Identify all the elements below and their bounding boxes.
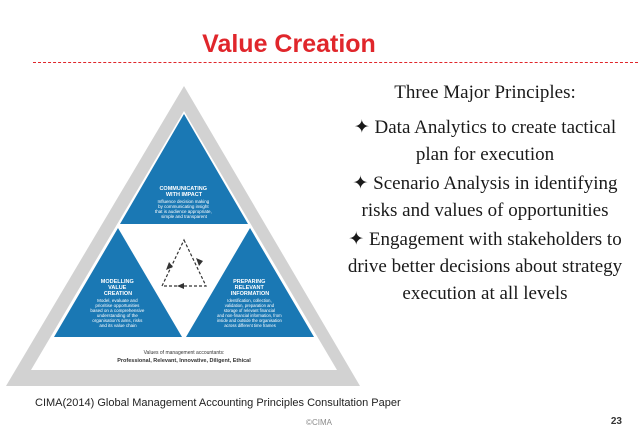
value-creation-diagram [0, 78, 370, 396]
left-segment-body: Model, evaluate and prioritise opportunities based on a comprehensive understanding of the organisation's aims, risks and its value chain [90, 298, 145, 328]
right-segment-title: PREPARING RELEVANT INFORMATION [230, 279, 270, 297]
right-segment-body: Identification, collection, validation, preparation and storage of relevant financial and non-financial information, from inside and outside the organisation across different time frames [217, 298, 282, 328]
principle-text: Engagement with stakeholders to drive better decisions about strategy execution at all levels [347, 229, 623, 304]
principle-item [340, 226, 630, 307]
star-bullet-icon: ✦ [353, 117, 370, 138]
copyright-footer: ©CIMA [306, 418, 332, 427]
title-divider [33, 62, 638, 63]
principle-text: Scenario Analysis in identifying risks and values of opportunities [361, 173, 618, 221]
source-citation: CIMA(2014) Global Management Accounting Principles Consultation Paper [35, 397, 401, 409]
top-segment-body: Influence decision making by communicating insight that is audience appropriate, simple and transparent [154, 199, 212, 219]
page-number: 23 [610, 416, 622, 427]
star-bullet-icon: ✦ [352, 173, 369, 194]
star-bullet-icon: ✦ [348, 229, 365, 250]
principle-item [340, 170, 630, 224]
slide-title: Value Creation [202, 30, 376, 58]
principles-block [340, 82, 630, 309]
left-segment-title: MODELLING VALUE CREATION [100, 279, 134, 297]
top-segment-title: COMMUNICATING WITH IMPACT [159, 186, 208, 198]
principles-heading: Three Major Principles: [394, 82, 576, 103]
values-heading: Values of management accountants: [143, 350, 225, 356]
principle-text: Data Analytics to create tactical plan for execution [374, 117, 617, 165]
principle-item [340, 114, 630, 168]
values-list: Professional, Relevant, Innovative, Diligent, Ethical [117, 358, 251, 364]
